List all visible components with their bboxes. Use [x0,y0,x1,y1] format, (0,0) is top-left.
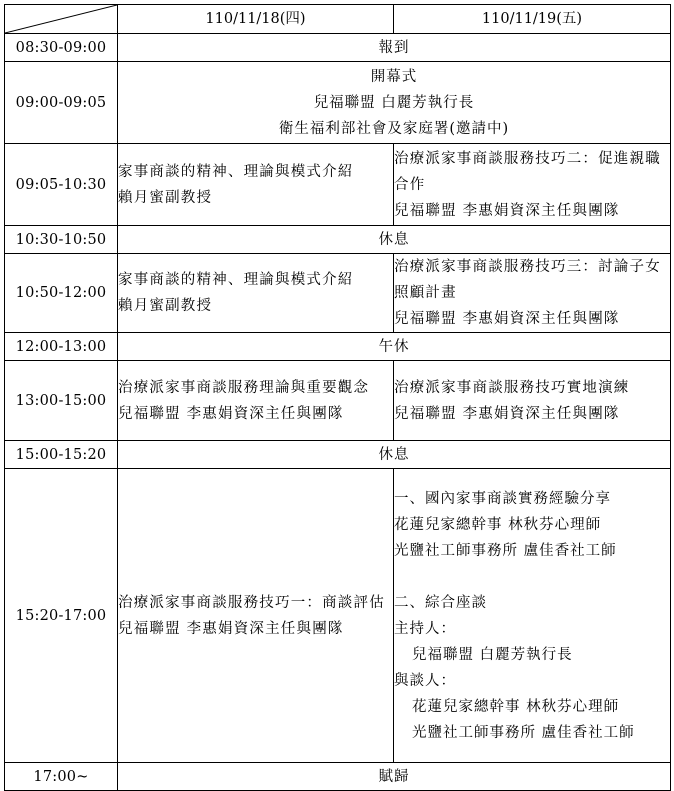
time-cell: 10:50-12:00 [5,254,118,333]
time-cell: 12:00-13:00 [5,333,118,361]
session-title: 治療派家事商談服務技巧一：商談評估 [118,594,385,611]
corner-cell [5,5,118,34]
row-break-1 [5,226,671,254]
session-day1 [118,361,394,441]
panel-label: 與談人： [394,672,456,689]
host-label: 主持人： [394,620,456,637]
panelist-1: 花蓮兒家總幹事 林秋芬心理師 [412,698,620,715]
session-title: 治療派家事商談服務技巧實地演練 [394,379,630,396]
sharing-speaker-1: 花蓮兒家總幹事 林秋芬心理師 [394,516,602,533]
session-speaker: 兒福聯盟 李惠娟資深主任與團隊 [394,405,620,422]
forum-title: 二、綜合座談 [394,594,487,611]
session-speaker: 兒福聯盟 李惠娟資深主任與團隊 [118,405,344,422]
diagonal-divider [5,5,117,33]
time-cell: 17:00~ [5,763,118,791]
session-day2 [394,469,671,763]
time-cell: 15:20-17:00 [5,469,118,763]
break-cell: 休息 [118,226,671,254]
session-title: 家事商談的精神、理論與模式介紹 [118,163,354,180]
break-cell: 休息 [118,441,671,469]
sharing-speaker-2: 光鹽社工師事務所 盧佳香社工師 [394,542,617,559]
spacer [394,564,670,590]
sharing-title: 一、國內家事商談實務經驗分享 [394,490,611,507]
closing-cell: 賦歸 [118,763,671,791]
opening-speaker: 兒福聯盟 白麗芳執行長 [313,94,475,111]
time-cell: 13:00-15:00 [5,361,118,441]
time-cell: 09:00-09:05 [5,62,118,144]
panelist-2: 光鹽社工師事務所 盧佳香社工師 [412,724,635,741]
session-speaker: 兒福聯盟 李惠娟資深主任與團隊 [118,620,344,637]
row-closing [5,763,671,791]
session-speaker: 賴月蜜副教授 [118,189,213,206]
row-break-2 [5,441,671,469]
session-day1 [118,469,394,763]
row-registration [5,34,671,62]
row-session-3 [5,361,671,441]
session-day2 [394,254,671,333]
header-row [5,5,671,34]
opening-cell [118,62,671,144]
row-lunch [5,333,671,361]
session-speaker: 兒福聯盟 李惠娟資深主任與團隊 [394,202,620,219]
row-session-1 [5,144,671,226]
session-day2 [394,144,671,226]
time-cell: 09:05-10:30 [5,144,118,226]
opening-guest: 衛生福利部社會及家庭署(邀請中) [278,120,510,137]
session-day1 [118,144,394,226]
session-speaker: 賴月蜜副教授 [118,298,213,314]
session-day1 [118,254,394,333]
session-speaker: 兒福聯盟 李惠娟資深主任與團隊 [394,311,620,327]
row-opening [5,62,671,144]
registration-cell: 報到 [118,34,671,62]
time-cell: 08:30-09:00 [5,34,118,62]
session-title: 治療派家事商談服務技巧三：討論子女照顧計畫 [394,259,661,301]
row-session-4 [5,469,671,763]
row-session-2 [5,254,671,333]
time-cell: 10:30-10:50 [5,226,118,254]
session-day2 [394,361,671,441]
opening-title: 開幕式 [370,68,418,85]
session-title: 治療派家事商談服務理論與重要觀念 [118,379,370,396]
lunch-cell: 午休 [118,333,671,361]
session-title: 家事商談的精神、理論與模式介紹 [118,272,354,288]
day1-header: 110/11/18(四) [118,5,394,34]
host-name: 兒福聯盟 白麗芳執行長 [412,646,573,663]
schedule-table [4,4,671,791]
day2-header: 110/11/19(五) [394,5,671,34]
session-title: 治療派家事商談服務技巧二：促進親職合作 [394,150,661,193]
time-cell: 15:00-15:20 [5,441,118,469]
